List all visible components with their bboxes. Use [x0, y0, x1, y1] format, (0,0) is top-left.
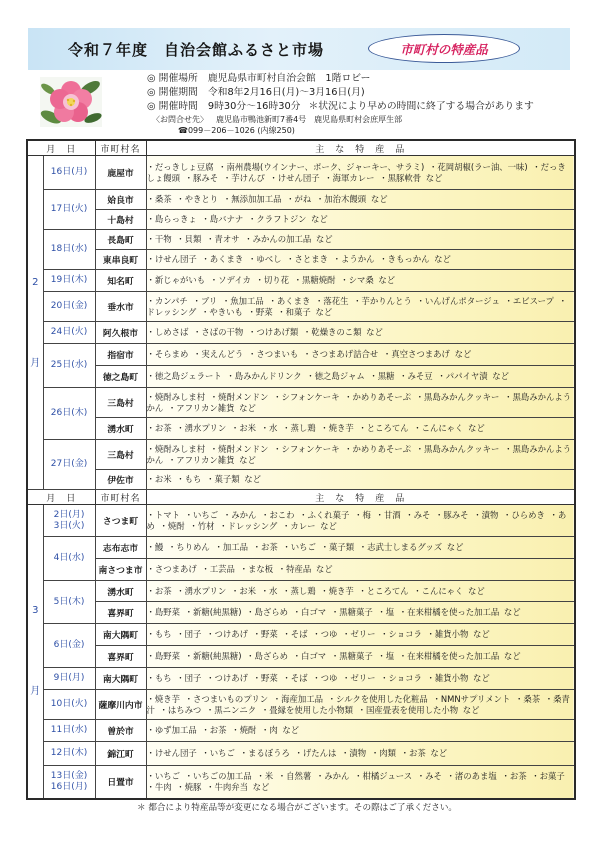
city-name: 南大隅町 [95, 624, 146, 646]
hours-label: ◎ 開催時間 [147, 101, 198, 112]
month-label [28, 605, 43, 697]
date-text: 20日(金) [50, 301, 88, 311]
footer-note: ＊ 都合により特産品等が変更になる場合がございます。その際はご了承ください。 [137, 803, 458, 813]
contact-label: 〈お問合せ先〉 [152, 115, 208, 124]
table-row [27, 388, 575, 418]
city-name: 三島村 [95, 440, 146, 470]
products-cell: ・さつまあげ ・工芸品 ・まな板 ・特産品 など [146, 559, 575, 581]
products-cell: ・しめさば ・さばの干物 ・つけあげ類 ・乾燥きのこ類 など [146, 322, 575, 344]
date-text: 11日(水) [50, 725, 88, 735]
products-cell: ・干物 ・貝類 ・青オサ ・みかんの加工品 など [146, 230, 575, 250]
city-name: 垂水市 [95, 292, 146, 322]
city-name: 知名町 [95, 270, 146, 292]
table-row [27, 668, 575, 690]
date-cell [43, 624, 95, 668]
date-text: 24日(火) [50, 327, 88, 337]
date-text: 17日(火) [50, 204, 88, 214]
hours-value: 9時30分～16時30分 [207, 101, 301, 112]
specialty-badge: 市町村の特産品 [368, 34, 520, 63]
header-products: 主 な 特 産 品 [146, 490, 575, 505]
hours-line [147, 100, 534, 114]
hours-note: ＊状況により早めの時間に終了する場合があります [308, 101, 534, 112]
city-name: 南さつま市 [95, 559, 146, 581]
date-cell [43, 440, 95, 490]
table-row [27, 742, 575, 766]
table-header-row [27, 490, 575, 505]
date-text: 25日(水) [50, 360, 88, 370]
table-row [27, 581, 575, 602]
table-row [27, 559, 575, 581]
table-row [27, 505, 575, 537]
period-value: 令和8年2月16日(月)～3月16日(月) [207, 87, 365, 98]
schedule-table [26, 139, 576, 800]
products-cell: ・お茶 ・湧水プリン ・お米 ・水 ・蒸し鶏 ・焼き芋 ・ところてん ・こんにゃく など [146, 418, 575, 440]
contact-line [152, 114, 402, 125]
date-cell [43, 581, 95, 624]
date-text: 13日(金) [50, 770, 88, 781]
table-row [27, 292, 575, 322]
products-cell: ・お茶 ・湧水プリン ・お米 ・水 ・蒸し鶏 ・焼き芋 ・ところてん ・こんにゃく など [146, 581, 575, 602]
city-name: 喜界町 [95, 646, 146, 668]
date-text: 19日(木) [50, 275, 88, 285]
products-cell: ・もち ・団子 ・つけあげ ・野菜 ・そば ・つゆ ・ゼリー ・ショコラ ・雑貨小物 など [146, 624, 575, 646]
city-name: 湧水町 [95, 418, 146, 440]
date-cell [43, 766, 95, 799]
table-row [27, 366, 575, 388]
period-line [147, 86, 534, 100]
products-cell: ・もち ・団子 ・つけあげ ・野菜 ・そば ・つゆ ・ゼリー ・ショコラ ・雑貨小物 など [146, 668, 575, 690]
date-cell [43, 156, 95, 190]
city-name: 徳之島町 [95, 366, 146, 388]
table-row [27, 156, 575, 190]
products-cell: ・カンパチ ・ブリ ・魚加工品 ・あくまき ・落花生 ・芋かりんとう ・いんげんポタージュ ・エビスープ ・ドレッシング ・やきいも ・野菜 ・和菓子 など [146, 292, 575, 322]
period-label: ◎ 開催期間 [147, 87, 198, 98]
date-text: 18日(水) [50, 244, 88, 254]
date-cell [43, 505, 95, 537]
month-number: 3 [32, 605, 39, 617]
city-name: 薩摩川内市 [95, 690, 146, 720]
table-row [27, 270, 575, 292]
event-info [147, 72, 534, 114]
table-row [27, 190, 575, 210]
table-row [27, 690, 575, 720]
month-cell [27, 505, 43, 799]
products-cell: ・けせん団子 ・いちご ・まるぼうろ ・げたんは ・漬物 ・肉類 ・お茶 など [146, 742, 575, 766]
city-name: さつま町 [95, 505, 146, 537]
month-label [28, 277, 43, 369]
date-cell [43, 388, 95, 440]
products-cell: ・ゆず加工品 ・お茶 ・焼酎 ・肉 など [146, 720, 575, 742]
city-name: 鹿屋市 [95, 156, 146, 190]
city-name: 南大隅町 [95, 668, 146, 690]
city-name: 志布志市 [95, 537, 146, 559]
city-name: 曽於市 [95, 720, 146, 742]
date-text: 2日(月) [53, 509, 85, 520]
city-name: 日置市 [95, 766, 146, 799]
month-unit: 月 [30, 686, 41, 698]
venue-label: ◎ 開催場所 [147, 73, 198, 84]
contact-phone: ☎099－206－1026 (内線250) [178, 126, 295, 135]
flower-photo [40, 77, 102, 127]
title-banner [28, 28, 570, 70]
schedule-body [27, 140, 575, 799]
products-cell: ・島野菜 ・新糖(純黒糖) ・島ざらめ ・白ゴマ ・黒糖菓子 ・塩 ・在来柑橘を使った加工品 など [146, 602, 575, 624]
venue-line [147, 72, 534, 86]
table-row [27, 230, 575, 250]
date-cell [43, 537, 95, 581]
date-cell [43, 742, 95, 766]
date-text: 27日(金) [50, 459, 88, 469]
city-name: 三島村 [95, 388, 146, 418]
city-name: 喜界町 [95, 602, 146, 624]
products-cell: ・桑茶 ・やきとり ・無添加加工品 ・がね ・加治木饅頭 など [146, 190, 575, 210]
city-name: 湧水町 [95, 581, 146, 602]
month-unit: 月 [30, 357, 41, 369]
date-cell [43, 668, 95, 690]
products-cell: ・島野菜 ・新糖(純黒糖) ・島ざらめ ・白ゴマ ・黒糖菓子 ・塩 ・在来柑橘を使った加工品 など [146, 646, 575, 668]
products-cell: ・焼酎みしま村 ・焼酎メンドン ・シフォンケーキ ・かめりあそーぷ ・黒島みかんクッキー ・黒島みかんようかん ・アフリカン雑貨 など [146, 440, 575, 470]
city-name: 長島町 [95, 230, 146, 250]
city-name: 十島村 [95, 210, 146, 230]
date-text: 26日(木) [50, 408, 88, 418]
table-row [27, 766, 575, 799]
date-text: 12日(木) [50, 748, 88, 758]
month-cell [27, 156, 43, 490]
city-name: 指宿市 [95, 344, 146, 366]
products-cell: ・いちご ・いちごの加工品 ・米 ・自然薯 ・みかん ・柑橘ジュース ・みそ ・渚のあま塩 ・お茶 ・お菓子 ・牛肉 ・焼豚 ・牛肉弁当 など [146, 766, 575, 799]
table-row [27, 720, 575, 742]
city-name: 姶良市 [95, 190, 146, 210]
date-text: 4日(水) [53, 553, 85, 563]
header-date: 月 日 [27, 140, 95, 156]
date-cell [43, 720, 95, 742]
table-row [27, 250, 575, 270]
products-cell: ・新じゃがいも ・ソデイカ ・切り花 ・黒糖焼酎 ・シマ桑 など [146, 270, 575, 292]
date-cell [43, 230, 95, 270]
date-cell [43, 344, 95, 388]
products-cell: ・けせん団子 ・あくまき ・ゆべし ・さとまき ・ようかん ・きもっかん など [146, 250, 575, 270]
header-date: 月 日 [27, 490, 95, 505]
table-row [27, 344, 575, 366]
table-row [27, 210, 575, 230]
products-cell: ・そらまめ ・実えんどう ・さつまいも ・さつまあげ詰合せ ・真空さつまあげ など [146, 344, 575, 366]
date-cell [43, 322, 95, 344]
city-name: 伊佐市 [95, 470, 146, 490]
date-text: 10日(火) [50, 699, 88, 709]
city-name: 阿久根市 [95, 322, 146, 344]
contact-address: 鹿児島市鴨池新町7番4号 鹿児島県町村会庶厚生部 [216, 115, 403, 124]
date-text: 16日(月) [50, 781, 88, 792]
products-cell: ・徳之島ジェラート ・島みかんドリンク ・徳之島ジャム ・黒糖 ・みそ豆 ・パパイヤ漬 など [146, 366, 575, 388]
city-name: 錦江町 [95, 742, 146, 766]
table-row [27, 602, 575, 624]
venue-value: 鹿児島県市町村自治会館 1階ロビー [207, 73, 371, 84]
date-text: 3日(火) [53, 520, 85, 531]
header-city: 市町村名 [95, 490, 146, 505]
date-text: 16日(月) [50, 167, 88, 177]
city-name: 東串良町 [95, 250, 146, 270]
products-cell: ・島らっきょ ・島バナナ ・クラフトジン など [146, 210, 575, 230]
date-cell [43, 190, 95, 230]
products-cell: ・お米 ・もち ・菓子類 など [146, 470, 575, 490]
products-cell: ・トマト ・いちご ・みかん ・おこわ ・ふくれ菓子 ・梅 ・甘酒 ・みそ ・豚みそ ・漬物 ・ひらめき ・あめ ・焼酎 ・竹材 ・ドレッシング ・カレー など [146, 505, 575, 537]
table-row [27, 322, 575, 344]
products-cell: ・焼き芋 ・さつまいものプリン ・海産加工品 ・シルクを使用した化粧品 ・NMNサプリメント ・桑茶 ・桑青汁 ・はちみつ ・黒ニンニク ・畳縁を使用した小物類 ・国産畳表を使用した小物 など [146, 690, 575, 720]
header-city: 市町村名 [95, 140, 146, 156]
date-text: 6日(金) [53, 640, 85, 650]
table-row [27, 440, 575, 470]
page-title: 令和７年度 自治会館ふるさと市場 [68, 41, 325, 59]
header-products: 主 な 特 産 品 [146, 140, 575, 156]
products-cell: ・だっきしょ豆腐 ・南州農場(ウインナー、ポーク、ジャーキー、サラミ) ・花岡胡椒(ラー油、一味) ・だっきしょ饅頭 ・豚みそ ・芋けんぴ ・けせん団子 ・海軍カレー ・黒豚軟骨 など [146, 156, 575, 190]
date-text: 9日(月) [53, 673, 85, 683]
products-cell: ・鰻 ・ちりめん ・加工品 ・お茶 ・いちご ・菓子類 ・志武士しまるグッズ など [146, 537, 575, 559]
table-row [27, 624, 575, 646]
date-text: 5日(木) [53, 596, 85, 607]
table-row [27, 418, 575, 440]
products-cell: ・焼酎みしま村 ・焼酎メンドン ・シフォンケーキ ・かめりあそーぷ ・黒島みかんクッキー ・黒島みかんようかん ・アフリカン雑貨 など [146, 388, 575, 418]
table-row [27, 537, 575, 559]
month-number: 2 [32, 276, 39, 288]
date-cell [43, 690, 95, 720]
table-row [27, 646, 575, 668]
date-cell [43, 270, 95, 292]
date-cell [43, 292, 95, 322]
table-header-row [27, 140, 575, 156]
table-row [27, 470, 575, 490]
